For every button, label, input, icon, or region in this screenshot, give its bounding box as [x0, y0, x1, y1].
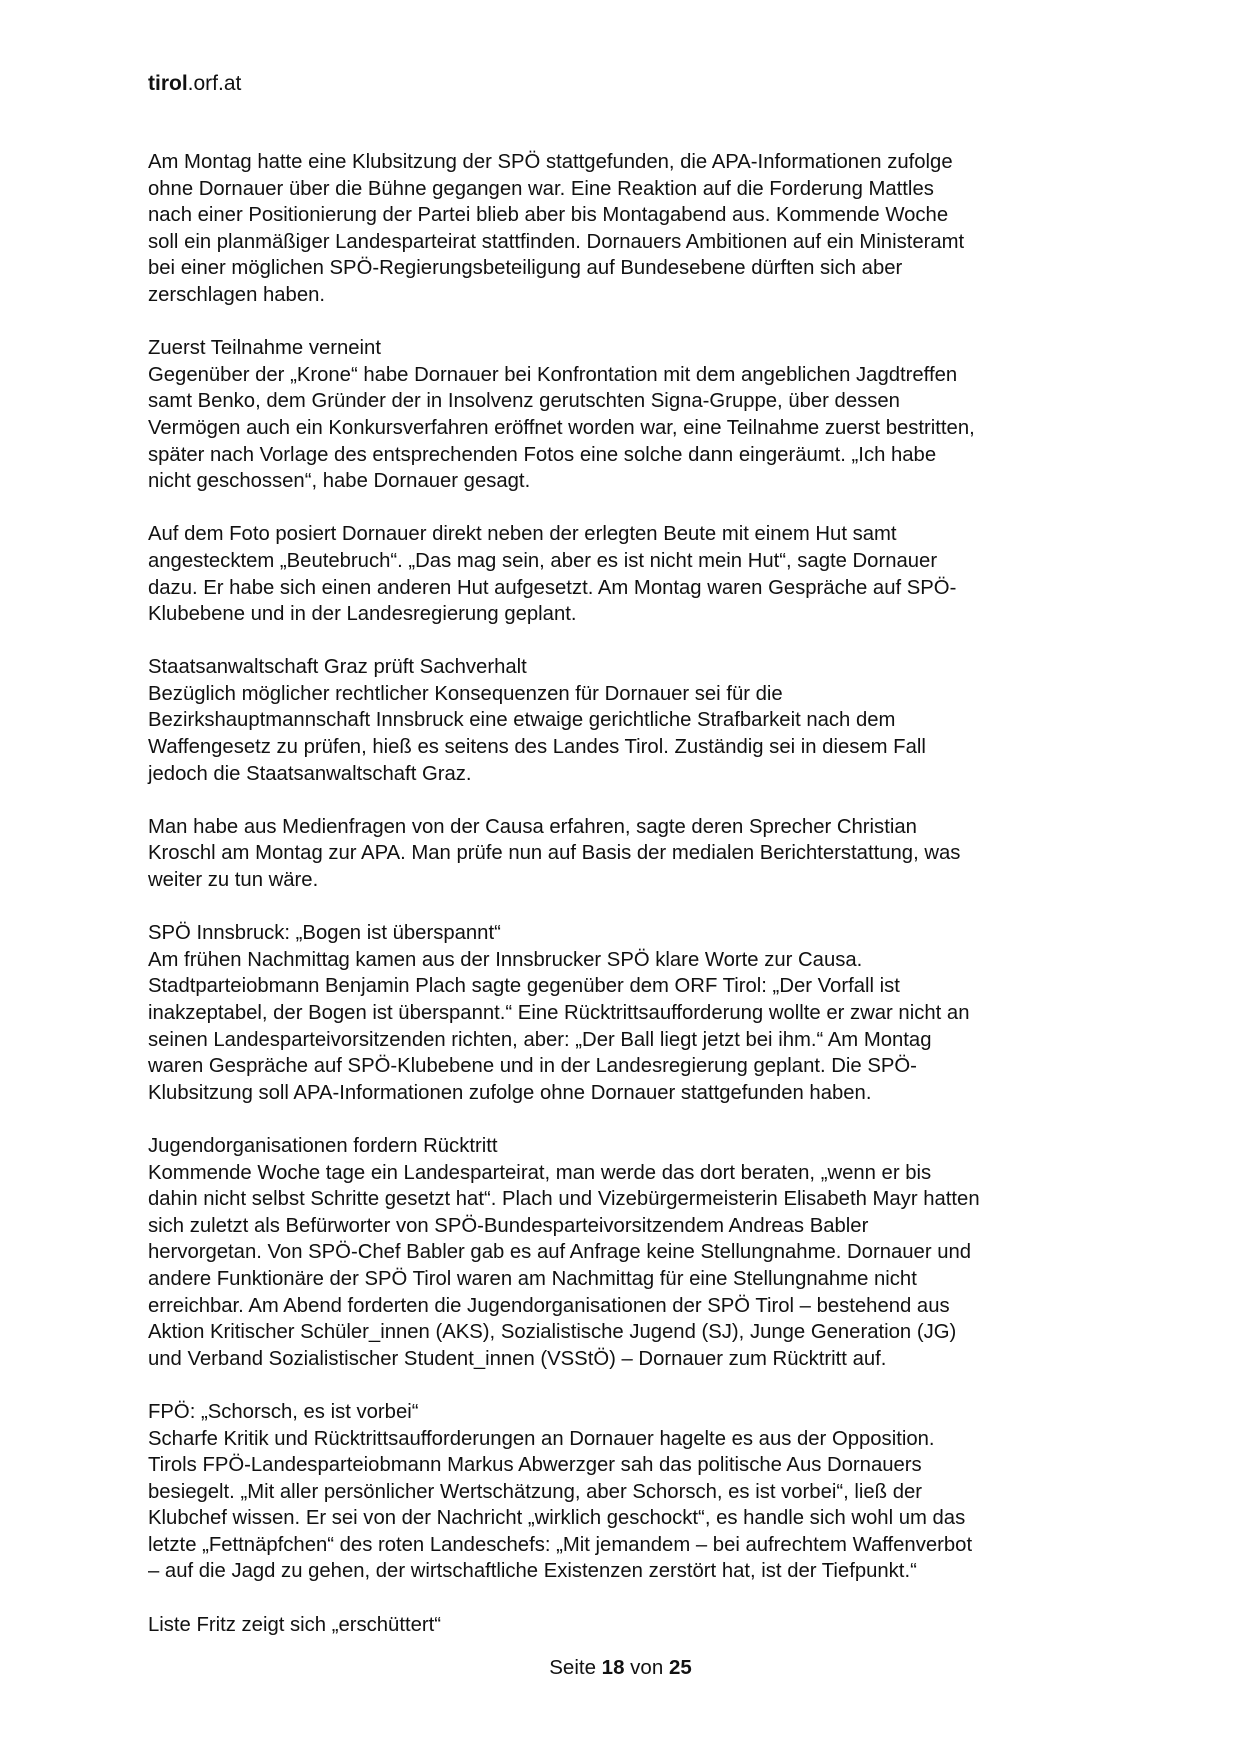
- text-line: hervorgetan. Von SPÖ-Chef Babler gab es auf Anfrage keine Stellungnahme. Dornauer und: [148, 1241, 972, 1264]
- page-label: Seite: [549, 1656, 602, 1679]
- text-line: erreichbar. Am Abend forderten die Jugendorganisationen der SPÖ Tirol – bestehend aus: [148, 1294, 950, 1317]
- text-line: Scharfe Kritik und Rücktrittsaufforderungen an Dornauer hagelte es aus der Opposition.: [148, 1427, 935, 1450]
- text-line: – auf die Jagd zu gehen, der wirtschaftliche Existenzen zerstört hat, ist der Tiefpunkt.“: [148, 1560, 917, 1583]
- page-of: von: [624, 1656, 669, 1679]
- text-line: Bezirkshauptmannschaft Innsbruck eine etwaige gerichtliche Strafbarkeit nach dem: [148, 709, 896, 732]
- site-header: [148, 72, 241, 96]
- text-line: Klubchef wissen. Er sei von der Nachricht „wirklich geschockt“, es handle sich wohl um das: [148, 1507, 966, 1530]
- text-line: soll ein planmäßiger Landesparteirat stattfinden. Dornauers Ambitionen auf ein Ministeramt: [148, 230, 965, 253]
- site-name-bold: tirol: [148, 72, 188, 95]
- text-line: bei einer möglichen SPÖ-Regierungsbeteiligung auf Bundesebene dürften sich aber: [148, 257, 903, 280]
- text-line: besiegelt. „Mit aller persönlicher Wertschätzung, aber Schorsch, es ist vorbei“, ließ der: [148, 1480, 923, 1503]
- text-line: angestecktem „Beutebruch“. „Das mag sein, aber es ist nicht mein Hut“, sagte Dornauer: [148, 549, 938, 572]
- text-line: Stadtparteiobmann Benjamin Plach sagte gegenüber dem ORF Tirol: „Der Vorfall ist: [148, 975, 900, 998]
- text-line: letzte „Fettnäpfchen“ des roten Landeschefs: „Mit jemandem – bei aufrechtem Waffenverbot: [148, 1533, 973, 1556]
- paragraph: [148, 335, 1108, 495]
- page-current: 18: [601, 1656, 625, 1679]
- text-line: Kroschl am Montag zur APA. Man prüfe nun auf Basis der medialen Berichterstattung, was: [148, 842, 961, 865]
- paragraph: [148, 1612, 1108, 1639]
- text-line: und Verband Sozialistischer Student_innen (VSStÖ) – Dornauer zum Rücktritt auf.: [148, 1347, 887, 1370]
- text-line: später nach Vorlage des entsprechenden Fotos eine solche dann eingeräumt. „Ich habe: [148, 443, 937, 466]
- paragraph: [148, 814, 1108, 894]
- text-line: Liste Fritz zeigt sich „erschüttert“: [148, 1613, 442, 1636]
- page-total: 25: [668, 1656, 692, 1679]
- text-line: SPÖ Innsbruck: „Bogen ist überspannt“: [148, 922, 501, 945]
- paragraph: [148, 521, 1108, 627]
- paragraph: [148, 149, 1108, 309]
- text-line: Klubsitzung soll APA-Informationen zufolge ohne Dornauer stattgefunden haben.: [148, 1081, 872, 1104]
- text-line: samt Benko, dem Gründer der in Insolvenz gerutschten Signa-Gruppe, über dessen: [148, 390, 900, 413]
- paragraph: [148, 1399, 1108, 1585]
- text-line: sich zuletzt als Befürworter von SPÖ-Bundesparteivorsitzendem Andreas Babler: [148, 1214, 869, 1237]
- text-line: weiter zu tun wäre.: [148, 869, 319, 892]
- text-line: Kommende Woche tage ein Landesparteirat, man werde das dort beraten, „wenn er bis: [148, 1161, 932, 1184]
- text-line: Auf dem Foto posiert Dornauer direkt neben der erlegten Beute mit einem Hut samt: [148, 523, 897, 546]
- text-line: jedoch die Staatsanwaltschaft Graz.: [148, 762, 472, 785]
- site-name-domain: .orf.at: [187, 72, 242, 95]
- text-line: Aktion Kritischer Schüler_innen (AKS), Sozialistische Jugend (SJ), Junge Generation (JG): [148, 1321, 957, 1344]
- text-line: Gegenüber der „Krone“ habe Dornauer bei Konfrontation mit dem angeblichen Jagdtreffen: [148, 363, 958, 386]
- paragraph: [148, 1133, 1108, 1372]
- page-footer: [0, 1656, 1241, 1680]
- text-line: waren Gespräche auf SPÖ-Klubebene und in der Landesregierung geplant. Die SPÖ-: [148, 1055, 917, 1078]
- text-line: Waffengesetz zu prüfen, hieß es seitens des Landes Tirol. Zuständig sei in diesem Fall: [148, 736, 926, 759]
- text-line: Am frühen Nachmittag kamen aus der Innsbrucker SPÖ klare Worte zur Causa.: [148, 948, 863, 971]
- text-line: seinen Landesparteivorsitzenden richten, aber: „Der Ball liegt jetzt bei ihm.“ Am Montag: [148, 1028, 932, 1051]
- text-line: andere Funktionäre der SPÖ Tirol waren am Nachmittag für eine Stellungnahme nicht: [148, 1267, 917, 1290]
- text-line: inakzeptabel, der Bogen ist überspannt.“ Eine Rücktrittsaufforderung wollte er zwar nicht an: [148, 1002, 970, 1024]
- text-line: nach einer Positionierung der Partei blieb aber bis Montagabend aus. Kommende Woche: [148, 204, 949, 227]
- text-line: Am Montag hatte eine Klubsitzung der SPÖ stattgefunden, die APA-Informationen zufolge: [148, 151, 953, 173]
- text-line: Vermögen auch ein Konkursverfahren eröffnet worden war, eine Teilnahme zuerst bestritten,: [148, 416, 975, 439]
- text-line: Jugendorganisationen fordern Rücktritt: [148, 1134, 498, 1157]
- text-line: dazu. Er habe sich einen anderen Hut aufgesetzt. Am Montag waren Gespräche auf SPÖ-: [148, 576, 957, 599]
- text-line: nicht geschossen“, habe Dornauer gesagt.: [148, 470, 531, 493]
- paragraph: [148, 654, 1108, 787]
- text-line: FPÖ: „Schorsch, es ist vorbei“: [148, 1400, 419, 1423]
- text-line: Bezüglich möglicher rechtlicher Konsequenzen für Dornauer sei für die: [148, 682, 783, 705]
- paragraph: [148, 920, 1108, 1106]
- text-line: Staatsanwaltschaft Graz prüft Sachverhalt: [148, 656, 527, 679]
- text-line: Tirols FPÖ-Landesparteiobmann Markus Abwerzger sah das politische Aus Dornauers: [148, 1454, 922, 1477]
- article-body: [148, 149, 1108, 1665]
- text-line: Zuerst Teilnahme verneint: [148, 337, 381, 360]
- text-line: Klubebene und in der Landesregierung geplant.: [148, 603, 577, 626]
- text-line: dahin nicht selbst Schritte gesetzt hat“. Plach und Vizebürgermeisterin Elisabeth Mayr hatten: [148, 1188, 980, 1211]
- text-line: ohne Dornauer über die Bühne gegangen war. Eine Reaktion auf die Forderung Mattles: [148, 177, 934, 200]
- text-line: zerschlagen haben.: [148, 283, 326, 306]
- text-line: Man habe aus Medienfragen von der Causa erfahren, sagte deren Sprecher Christian: [148, 815, 917, 838]
